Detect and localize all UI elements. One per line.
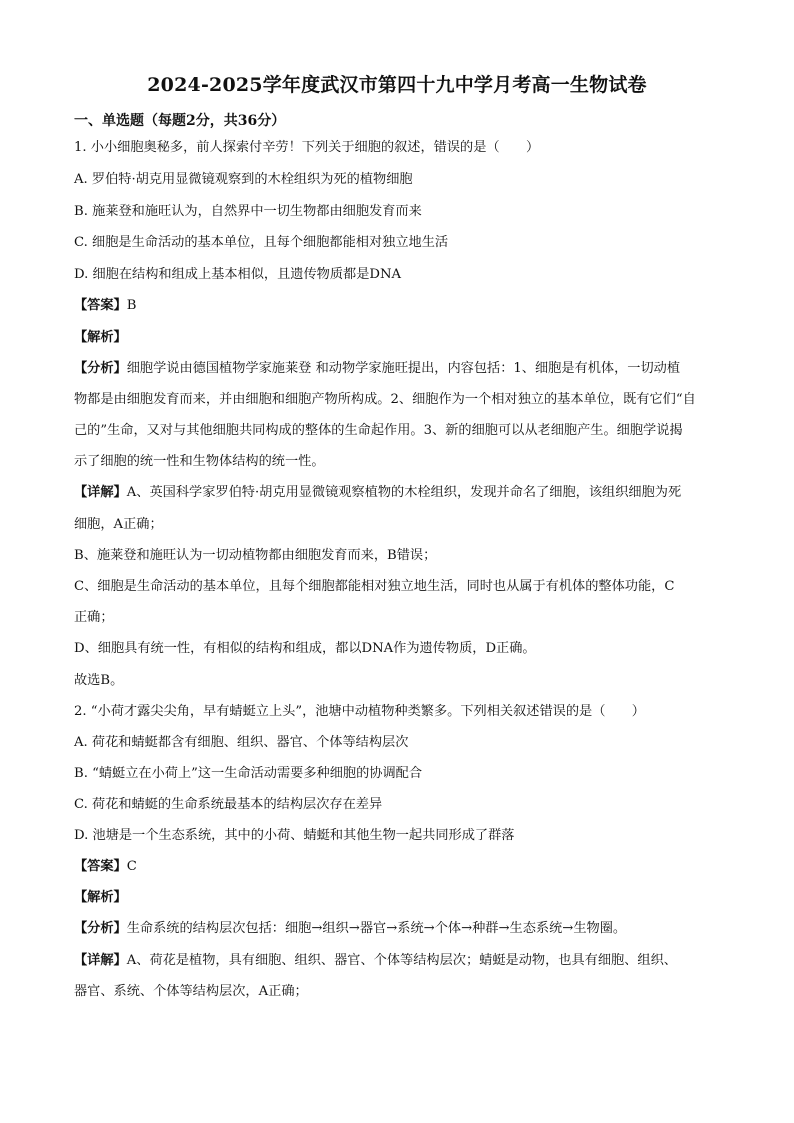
answer-tag: 【答案】 (74, 859, 127, 874)
answer-tag: 【答案】 (74, 298, 127, 313)
q1-detail-line: B、施莱登和施旺认为一切动植物都由细胞发育而来，B错误； (74, 548, 437, 563)
q1-detail-line: 细胞，A正确； (74, 517, 163, 532)
answer-value: B (126, 298, 137, 313)
q2-stem: 2. “小荷才露尖尖角，早有蜻蜓立上头”，池塘中动植物种类繁多。下列相关叙述错误的是（ ） (74, 704, 645, 719)
q2-analysis-heading: 【解析】 (74, 890, 127, 905)
q1-analysis-line: 己的”生命，又对与其他细胞共同构成的整体的生命起作用。3、新的细胞可以从老细胞产生。细胞学说揭 (74, 423, 683, 438)
analysis-tag: 【分析】 (74, 921, 127, 936)
q1-detail-line: C、细胞是生命活动的基本单位，且每个细胞都能相对独立地生活，同时也从属于有机体的整体功能，C (74, 579, 675, 594)
detail-text: A、荷花是植物，具有细胞、组织、器官、个体等结构层次；蜻蜓是动物，也具有细胞、组织、 (126, 953, 677, 968)
q2-option-a: A. 荷花和蜻蜓都含有细胞、组织、器官、个体等结构层次 (74, 735, 409, 750)
answer-value: C (126, 859, 137, 874)
q2-option-c: C. 荷花和蜻蜓的生命系统最基本的结构层次存在差异 (74, 797, 383, 812)
exam-title: 2024-2025学年度武汉市第四十九中学月考高一生物试卷 (147, 74, 647, 96)
analysis-text: 细胞学说由德国植物学家施莱登 和动物学家施旺提出，内容包括：1、细胞是有机体，一切动植 (126, 361, 681, 376)
q2-analysis-line (74, 920, 724, 938)
q1-detail-line: 正确； (74, 610, 114, 625)
q2-detail-line (74, 952, 724, 970)
q1-analysis-heading: 【解析】 (74, 330, 127, 345)
q1-detail-line: 故选B。 (74, 673, 124, 688)
q1-analysis-line: 物都是由细胞发育而来，并由细胞和细胞产物所构成。2、细胞作为一个相对独立的基本单位，既有它们“自 (74, 392, 696, 407)
detail-tag: 【详解】 (74, 485, 127, 500)
q1-stem: 1. 小小细胞奥秘多，前人探索付辛劳！下列关于细胞的叙述，错误的是（ ） (74, 140, 540, 155)
q2-detail-line: 器官、系统、个体等结构层次，A正确； (74, 984, 308, 999)
detail-text: A、英国科学家罗伯特·胡克用显微镜观察植物的木栓组织，发现并命名了细胞，该组织细胞为死 (126, 485, 682, 500)
q2-option-d: D. 池塘是一个生态系统，其中的小荷、蜻蜓和其他生物一起共同形成了群落 (74, 828, 515, 843)
q1-answer (74, 297, 724, 315)
analysis-text: 生命系统的结构层次包括：细胞→组织→器官→系统→个体→种群→生态系统→生物圈。 (126, 921, 627, 936)
analysis-tag: 【分析】 (74, 361, 127, 376)
q1-analysis-line (74, 360, 724, 378)
q2-option-b: B. “蜻蜓立在小荷上”这一生命活动需要多种细胞的协调配合 (74, 766, 423, 781)
q1-detail-line (74, 484, 724, 502)
section-heading: 一、单选题（每题2分，共36分） (74, 113, 286, 129)
q1-option-a: A. 罗伯特·胡克用显微镜观察到的木栓组织为死的植物细胞 (74, 172, 413, 187)
q1-analysis-line: 示了细胞的统一性和生物体结构的统一性。 (74, 454, 325, 469)
detail-tag: 【详解】 (74, 953, 127, 968)
q2-answer (74, 858, 724, 876)
q1-option-d: D. 细胞在结构和组成上基本相似，且遗传物质都是DNA (74, 267, 402, 282)
q1-option-b: B. 施莱登和施旺认为，自然界中一切生物都由细胞发育而来 (74, 204, 422, 219)
q1-detail-line: D、细胞具有统一性，有相似的结构和组成，都以DNA作为遗传物质，D正确。 (74, 641, 536, 656)
q1-option-c: C. 细胞是生命活动的基本单位，且每个细胞都能相对独立地生活 (74, 235, 449, 250)
